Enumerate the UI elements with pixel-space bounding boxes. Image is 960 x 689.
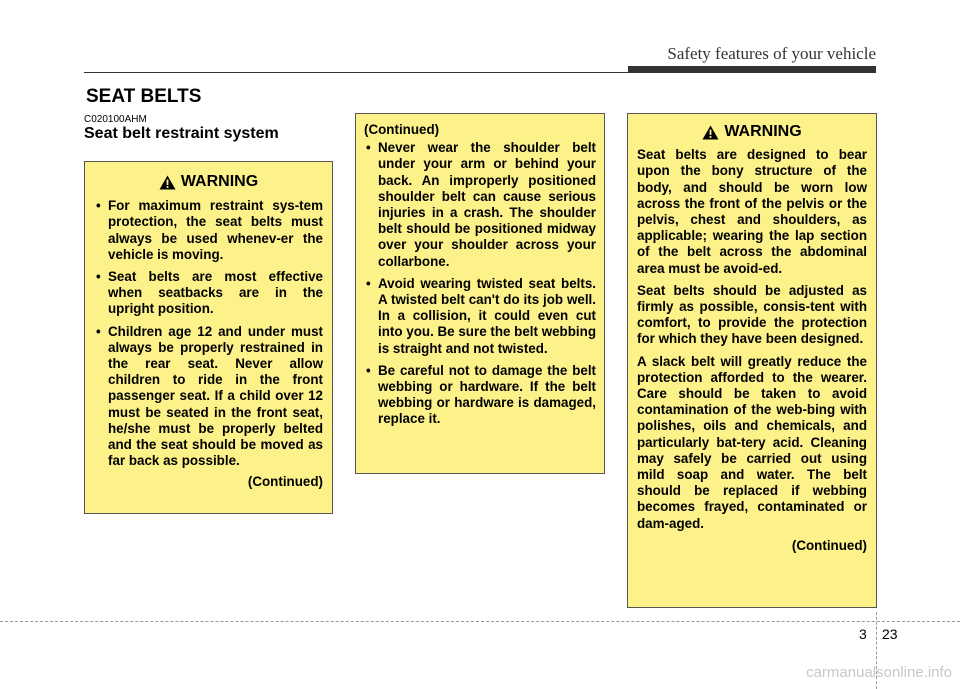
bullet-icon: •	[366, 275, 371, 291]
list-item-text: Children age 12 and under must always be properly restrained in the rear seat. Never allow children to ride in the front passenger seat. If a child over 12 must be seated in the front seat, he/she must be properly belted and the seat should be moved as far back as possible.	[108, 323, 323, 469]
list-item-text: Seat belts are most effective when seatbacks are in the upright position.	[108, 269, 323, 317]
warning-triangle-icon	[159, 175, 176, 190]
list-item	[94, 324, 323, 470]
section-heading: SEAT BELTS	[86, 86, 202, 107]
warning-list	[94, 198, 323, 469]
chapter-number: 3	[859, 626, 867, 642]
list-item-text: For maximum restraint sys-tem protection, the seat belts must always be used whenev-er the vehicle is moving.	[108, 198, 323, 262]
list-item-text: Avoid wearing twisted seat belts. A twisted belt can't do its job well. In a collision, it could even cut into you. Be sure the belt webbing is straight and not twisted.	[378, 275, 596, 356]
list-item-text: Never wear the shoulder belt under your arm or behind your back. An improperly positioned shoulder belt can cause serious injuries in a crash. The shoulder belt should be positioned midway over your shoulder across your collarbone.	[378, 140, 596, 269]
subheading: Seat belt restraint system	[84, 125, 279, 142]
continued-heading: (Continued)	[364, 122, 440, 137]
warning-title	[94, 174, 323, 190]
list-item	[364, 276, 596, 357]
bullet-icon: •	[96, 323, 101, 339]
warning-box-3	[627, 113, 877, 608]
warning-title	[637, 124, 867, 140]
bullet-icon: •	[96, 269, 101, 285]
footer-divider	[0, 621, 960, 622]
list-item	[364, 140, 596, 270]
header-title: Safety features of your vehicle	[667, 44, 876, 63]
list-item	[94, 269, 323, 318]
continued-label: (Continued)	[791, 537, 867, 553]
bullet-icon: •	[96, 198, 101, 214]
list-item	[364, 363, 596, 428]
list-item-text: Be careful not to damage the belt webbing or hardware. If the belt webbing or hardware is damaged, replace it.	[378, 362, 596, 427]
warning-title-text: WARNING	[180, 173, 259, 190]
document-code: C020100AHM	[84, 114, 147, 125]
paragraph: Seat belts should be adjusted as firmly as possible, consis-tent with comfort, to provide the protection for which they have been designed.	[637, 282, 867, 347]
continued-label: (Continued)	[247, 474, 323, 490]
warning-title-text: WARNING	[724, 123, 802, 140]
list-item	[94, 198, 323, 263]
bullet-icon: •	[366, 362, 371, 378]
paragraph: A slack belt will greatly reduce the protection afforded to the wearer. Care should be taken to avoid contamination of the web-bing with polishes, oils and chemicals, and particularly bat-tery acid. Cleaning may safely be carried out using mild soap and water. The belt should be replaced if webbing becomes frayed, contaminated or dam-aged.	[637, 353, 867, 531]
paragraph: Seat belts are designed to bear upon the bony structure of the body, and should be worn low across the front of the pelvis or the pelvis, chest and shoulders, as applicable; wearing the lap section of the belt across the abdominal area must be avoid-ed.	[637, 147, 867, 276]
warning-triangle-icon	[702, 125, 719, 140]
page-number: 23	[882, 626, 898, 642]
warning-box-2	[355, 113, 605, 474]
warning-box-1	[84, 161, 333, 514]
bullet-icon: •	[366, 140, 371, 156]
warning-list	[364, 140, 596, 427]
header-rule-accent	[628, 66, 876, 73]
watermark[interactable]: carmanualsonline.info	[806, 664, 952, 681]
